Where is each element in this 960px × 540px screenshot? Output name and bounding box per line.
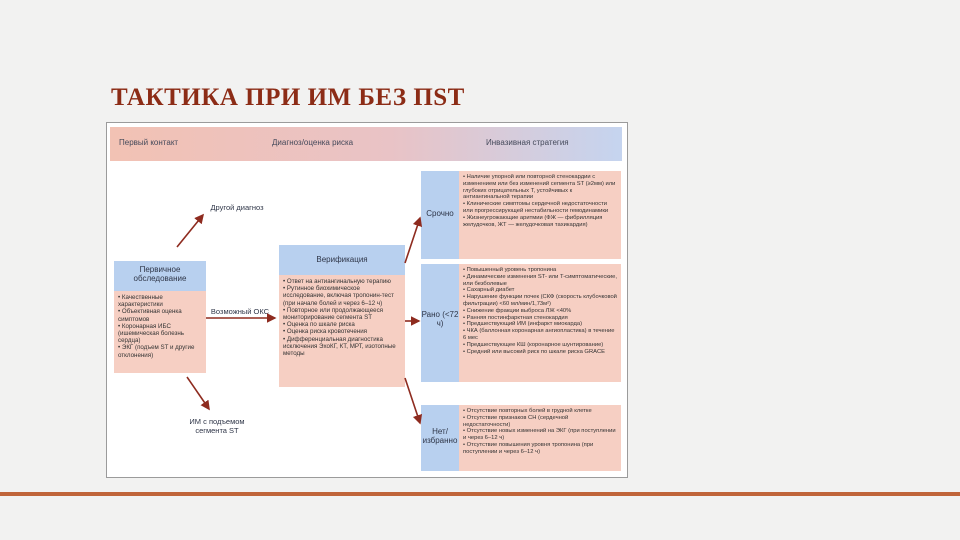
stemi-label: ИМ с подъемом сегмента ST <box>189 417 245 435</box>
initial-exam-list: • Качественные характеристики • Объективная оценка симптомов • Коронарная ИБС (ишемическая болезнь сердца) • ЭКГ (подъем ST и другие отклонения) <box>114 291 206 373</box>
possible-acs-label: Возможный ОКС <box>210 307 270 316</box>
diagram-figure <box>106 122 628 478</box>
arrow-to-other-diagnosis <box>177 215 203 247</box>
early-label: Рано (<72 ч) <box>421 264 459 382</box>
elective-criteria: • Отсутствие повторных болей в грудной клетке • Отсутствие признаков СН (сердечной недостаточности) • Отсутствие новых изменений на ЭКГ (при поступлении и через 6–12 ч) • Отсутствие повышения уровня тропонина (при поступлении и через 6–12 ч) <box>459 405 621 471</box>
bottom-accent-line <box>0 492 960 496</box>
arrow-to-urgent <box>405 218 420 263</box>
urgent-criteria: • Наличие упорной или повторной стенокардии с изменением или без изменений сегмента ST (≥2мм) или глубоких отрицательных T, устойчивых к антиангинальной терапии • Клинические симптомы сердечной недостаточности или прогрессирующей нестабильности гемодинамики • Жизнеугрожающие аритмии (ФЖ — фибрилляция желудочков, ЖТ — желудочковая тахикардия) <box>459 171 621 259</box>
header-diagnosis-risk: Диагноз/оценка риска <box>272 138 354 147</box>
other-diagnosis-label: Другой диагноз <box>210 203 264 212</box>
arrow-to-elective <box>405 378 420 423</box>
initial-exam-title: Первичное обследование <box>114 261 206 291</box>
slide-title: ТАКТИКА ПРИ ИМ БЕЗ ПST <box>111 84 465 111</box>
verification-list: • Ответ на антиангинальную терапию • Рутинное биохимическое исследование, включая тропонин-тест (при начале болей и через 6–12 ч) • Повторное или продолжающееся мониторирование сегмента ST • Оценка по шкале риска • Оценка риска кровотечения • Дифференциальная диагностика исключения ЭхоКГ, КТ, МРТ, изотопные методы <box>279 275 405 387</box>
header-invasive-strategy: Инвазивная стратегия <box>486 138 569 147</box>
header-first-contact: Первый контакт <box>119 138 179 147</box>
urgent-label: Срочно <box>421 171 459 259</box>
flow-arrows <box>107 123 627 477</box>
early-criteria: • Повышенный уровень тропонина • Динамические изменения ST- или T-симптоматические, или безболевые • Сахарный диабет • Нарушение функции почек (СКФ (скорость клубочковой фильтрации) <60 мл/мин/1,73м²) • Снижение фракции выброса ЛЖ <40% • Ранняя постинфарктная стенокардия • Предшествующий ИМ (инфаркт миокарда) • ЧКА (баллонная коронарная ангиопластика) в течение 6 мес • Предшествующее КШ (коронарное шунтирование) • Средний или высокий риск по шкале риска GRACE <box>459 264 621 382</box>
arrow-to-stemi <box>187 377 209 409</box>
verification-title: Верификация <box>279 245 405 275</box>
elective-label: Нет/ избранно <box>421 405 459 471</box>
